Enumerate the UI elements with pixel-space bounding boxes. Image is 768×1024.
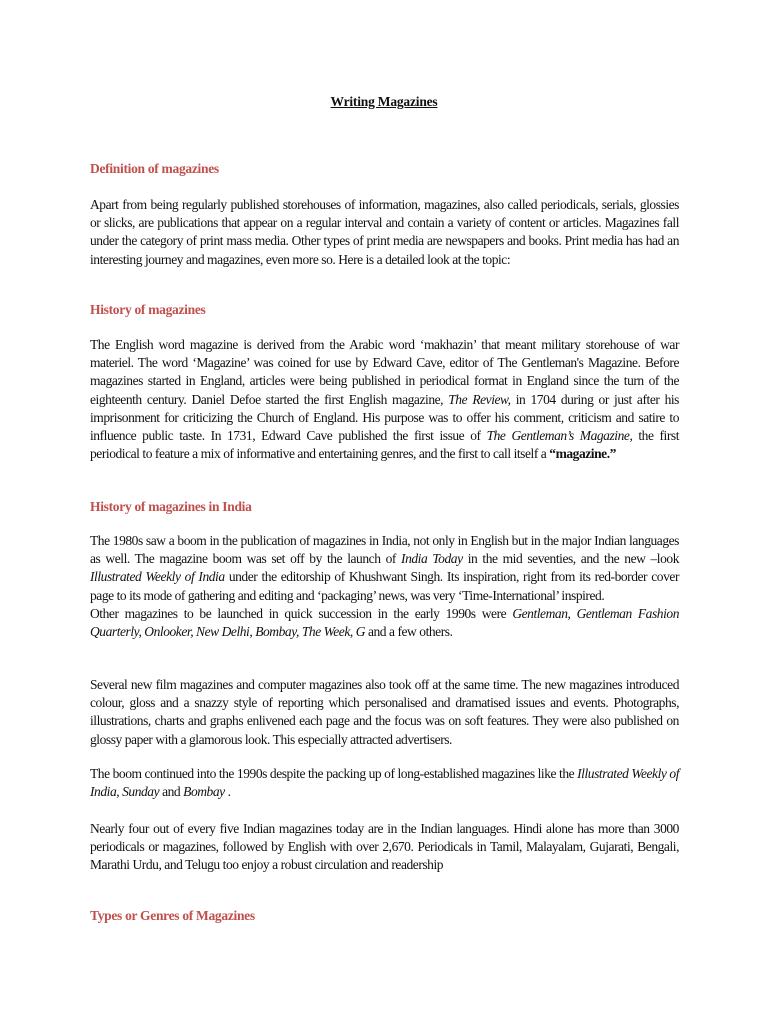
magazine-title-italic: Illustrated Weekly of India	[90, 766, 679, 800]
text-run: The English word magazine is derived from the Arabic word ‘makhazin’ that meant military storehouse of war materiel. The word ‘Magazine’ was coined for use by Edward Cave, editor of The Gentleman's Magazine. Before magazines started in England, articles were being published in periodical format in England since the turn of the eighteenth century. Daniel Defoe started the first English magazine,	[90, 337, 679, 407]
bold-term: “magazine.”	[549, 446, 616, 462]
magazine-title-italic: The Gentleman’s Magazine	[486, 428, 630, 444]
text-run: The 1980s saw a boom in the publication of magazines in India, not only in English but in the major Indian languages as well. The magazine boom was set off by the launch of	[90, 533, 679, 567]
text-run: , the first periodical to feature a mix of informative and entertaining genres, and the first to call itself a	[90, 428, 680, 462]
magazine-list-italic: Gentleman, Gentleman Fashion Quarterly, Onlooker, New Delhi, Bombay, The Week, G	[90, 605, 679, 640]
paragraph-history	[90, 336, 679, 463]
magazine-title-italic: Sunday	[122, 784, 160, 800]
text-run: ,	[116, 784, 123, 800]
section-heading-definition: Definition of magazines	[90, 161, 219, 176]
magazine-title-italic: Bombay	[183, 784, 225, 800]
text-run: Other magazines to be launched in quick succession in the early 1990s were	[90, 605, 513, 621]
text-run: in 1704 during or just after his imprisonment for criticizing the Church of England. His purpose was to offer his comment, criticism and satire to influence public taste. In 1731, Edward Cave published the first issue of	[90, 391, 679, 444]
text-run: The boom continued into the 1990s despite the packing up of long-established magazines like the	[90, 766, 578, 781]
section-heading-india: History of magazines in India	[90, 499, 252, 514]
magazine-title-italic: The Review,	[448, 391, 511, 407]
magazine-title-italic: Illustrated Weekly of India	[90, 569, 225, 585]
text-run: under the editorship of Khushwant Singh. Its inspiration, right from its red-border cover page to its mode of gathering and editing and ‘packaging’ news, was very ‘Time-International’ inspired.	[90, 569, 679, 603]
section-heading-history: History of magazines	[90, 302, 206, 317]
text-run: in the mid seventies, and the new –look	[462, 551, 679, 567]
paragraph-india-2: Several new film magazines and computer magazines also took off at the same time. The new magazines introduced colour, gloss and a snazzy style of reporting which personalised and dramatised issues and events. Photographs, illustrations, charts and graphs enlivened each page and the focus was on soft features. They were also published on glossy paper with a glamorous look. This especially attracted advertisers.	[90, 677, 679, 747]
text-run: and a few others.	[365, 624, 453, 640]
document-title: Writing Magazines	[330, 94, 438, 109]
text-run: and	[159, 784, 184, 800]
paragraph-india-4: Nearly four out of every five Indian magazines today are in the Indian languages. Hindi alone has more than 3000 periodicals or magazines, followed by English with over 2,670. Periodicals in Tamil, Malayalam, Gujarati, Bengali, Marathi Urdu, and Telugu too enjoy a robust circulation and readership	[90, 821, 679, 873]
magazine-title-italic: India Today	[401, 551, 463, 567]
paragraph-india-3	[90, 765, 679, 801]
paragraph-india-1	[90, 532, 679, 641]
section-heading-types: Types or Genres of Magazines	[90, 908, 255, 923]
paragraph-definition: Apart from being regularly published storehouses of information, magazines, also called periodicals, serials, glossies or slicks, are publications that appear on a regular interval and contain a variety of content or articles. Magazines fall under the category of print mass media. Other types of print media are newspapers and books. Print media has had an interesting journey and magazines, even more so. Here is a detailed look at the topic:	[90, 197, 679, 267]
text-run: .	[224, 784, 231, 800]
